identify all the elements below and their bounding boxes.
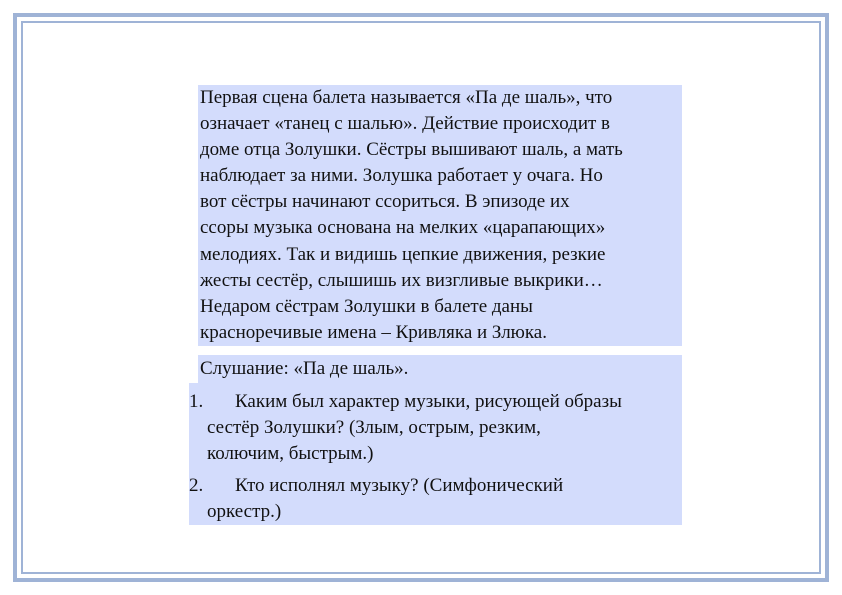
question-number: 2. <box>189 475 204 496</box>
question-line: Кто исполнял музыку? (Симфонический <box>235 475 564 496</box>
description-paragraph <box>198 85 682 346</box>
question-line: Каким был характер музыки, рисующей образы <box>235 391 622 412</box>
question-number: 1. <box>189 391 204 412</box>
question-line: колючим, быстрым.) <box>207 443 374 464</box>
paragraph-line: жесты сестёр, слышишь их визгливые выкрики… <box>200 269 603 291</box>
paragraph-line: Недаром сёстрам Золушки в балете даны <box>200 295 533 317</box>
paragraph-line: красноречивые имена – Кривляка и Злюка. <box>200 321 547 343</box>
paragraph-line: вот сёстры начинают ссориться. В эпизоде их <box>200 191 570 213</box>
questions-list <box>189 383 682 525</box>
question-line: сестёр Золушки? (Злым, острым, резким, <box>207 417 541 438</box>
paragraph-line: ссоры музыка основана на мелких «царапающих» <box>200 217 606 239</box>
paragraph-line: мелодиях. Так и видишь цепкие движения, резкие <box>200 243 606 265</box>
paragraph-line: наблюдает за ними. Золушка работает у очага. Но <box>200 165 603 187</box>
paragraph-line: Первая сцена балета называется «Па де шаль», что <box>200 87 613 108</box>
question-line: оркестр.) <box>207 501 282 522</box>
listening-line: Слушание: «Па де шаль». <box>198 355 682 383</box>
paragraph-line: доме отца Золушки. Сёстры вышивают шаль, а мать <box>200 139 623 161</box>
paragraph-line: означает «танец с шалью». Действие происходит в <box>200 113 611 135</box>
